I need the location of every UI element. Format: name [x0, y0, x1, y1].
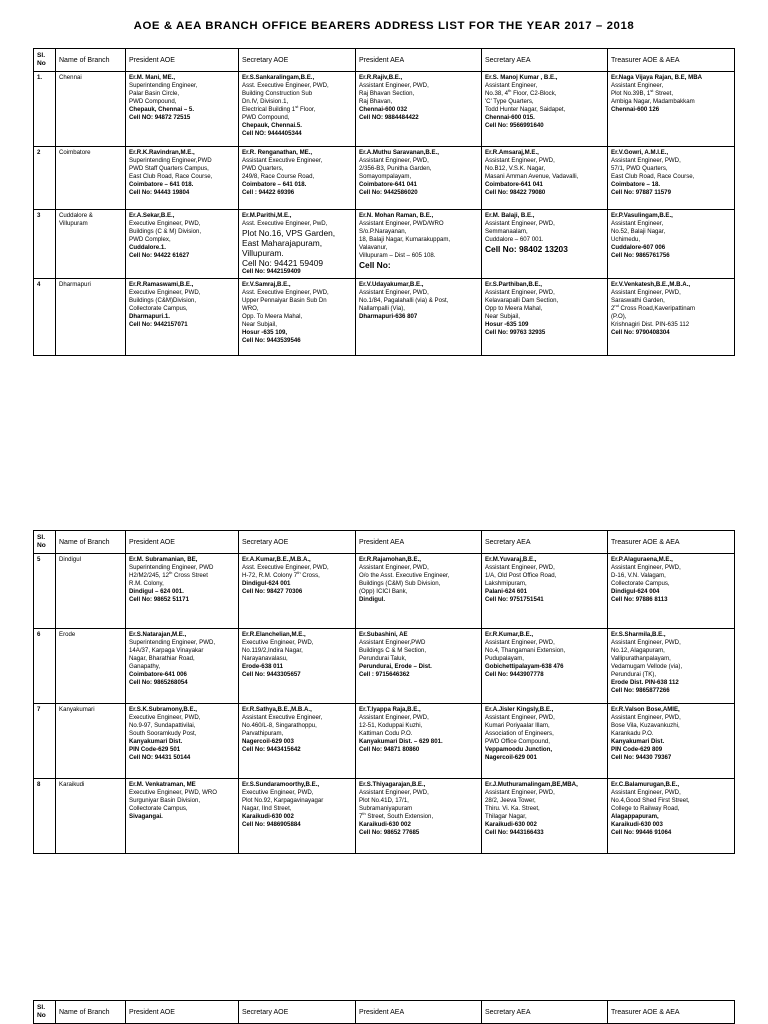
president-aea-cell: Er.S.Thiyagarajan,B.E., Assistant Engineer, PWD, Plot No.41D, 17/1, Subramaniyapuram 7th Street, South Extension, Karaikudi-630 002 Cell No: 98652 77685	[356, 779, 482, 854]
secretary-aoe-cell: Er.S.Sankaralingam,B.E., Asst. Executive Engineer, PWD, Building Construction Sub Dn.IV, Division.1, Electrical Building 1st Floor, PWD Compound, Chepauk, Chennai.5. Cell NO: 9444405344	[239, 72, 356, 147]
table-header-row	[34, 531, 735, 554]
document-title: AOE & AEA BRANCH OFFICE BEARERS ADDRESS LIST FOR THE YEAR 2017 – 2018	[133, 20, 635, 32]
table-row	[34, 554, 735, 629]
sl-no-cell: 4	[34, 279, 56, 356]
president-aoe-cell: Er.M. Mani, ME., Superintending Engineer, Palar Basin Circle, PWD Compound, Chepauk, Chennai – 5. Cell NO: 94872 72515	[126, 72, 239, 147]
header-branch: Name of Branch	[56, 531, 126, 554]
header-sl-no: Sl. No	[34, 531, 56, 554]
secretary-aoe-cell: Er.S.Sundaramoorthy,B.E., Executive Engineer, PWD, Plot No.92, Karpagavinayagar Nagar, IInd Street, Karaikudi-630 002 Cell No: 9486905884	[239, 779, 356, 854]
header-secretary-aoe: Secretary AOE	[239, 531, 356, 554]
sl-no-cell: 2	[34, 147, 56, 210]
president-aoe-cell: Er.M. Subramanian, BE, Superintending Engineer, PWD H2/M2/245, 12th Cross Street R.M. Colony, Dindigul – 624 001. Cell No: 98652 51171	[126, 554, 239, 629]
table-row	[34, 210, 735, 279]
treasurer-cell: Er.C.Balamurugan,B.E., Assistant Engineer, PWD, No.4,Good Shed First Street, College to Railway Road, Alagappapuram, Karaikudi-630 003 Cell No: 99446 91064	[608, 779, 735, 854]
branch-name-cell: Karaikudi	[56, 779, 126, 854]
branch-name-cell: Chennai	[56, 72, 126, 147]
sl-no-cell: 3	[34, 210, 56, 279]
header-secretary-aea: Secretary AEA	[482, 1001, 608, 1024]
treasurer-cell: Er.V.Venkatesh,B.E.,M.B.A., Assistant Engineer, PWD, Saraswathi Garden, 2nd Cross Road,Kaveripattinam (P.O), Krishnagiri Dist. PIN-635 112 Cell No: 9790408304	[608, 279, 735, 356]
header-secretary-aoe: Secretary AOE	[239, 1001, 356, 1024]
branch-name-cell: Dindigul	[56, 554, 126, 629]
header-president-aea: President AEA	[356, 49, 482, 72]
sl-no-cell: 8	[34, 779, 56, 854]
president-aea-cell: Er.T.Iyappa Raja,B.E., Assistant Engineer, PWD, 12-51, Koduppai Kuzhi, Kattiman Codu P.O. Kanyakumari Dist. – 629 801. Cell No: 94871 80860	[356, 704, 482, 779]
secretary-aoe-cell: Er.R. Renganathan, ME., Assistant Executive Engineer, PWD Quarters, 249/8, Race Course Road, Coimbatore – 641 018. Cell : 94422 69396	[239, 147, 356, 210]
secretary-aoe-cell: Er.A.Kumar,B.E.,M.B.A., Asst. Executive Engineer, PWD, H-72, R.M. Colony 7th Cross, Dindigul-624 001 Cell No: 98427 70306	[239, 554, 356, 629]
secretary-aea-cell: Er.S. Manoj Kumar , B.E., Assistant Engineer, No.38, 4th Floor, C2-Block, 'C' Type Quarters, Todd Hunter Nagar, Saidapet, Chennai-600 015. Cell No: 9566991640	[482, 72, 608, 147]
header-treasurer: Treasurer AOE & AEA	[608, 531, 735, 554]
header-secretary-aea: Secretary AEA	[482, 531, 608, 554]
president-aea-cell: Er.Subashini, AE Assistant Engineer,PWD Buildings C & M Section, Perundurai Taluk, Perundurai, Erode – Dist. Cell : 9715646362	[356, 629, 482, 704]
secretary-aea-cell: Er.A.Jisler Kingsly,B.E., Assistant Engineer, PWD, Kumari Poriyaalar Illam, Association of Engineers, PWD Office Compound, Veppamoodu Junction, Nagercoil-629 001	[482, 704, 608, 779]
header-president-aea: President AEA	[356, 1001, 482, 1024]
treasurer-cell: Er.Naga Vijaya Rajan, B.E, MBA Assistant Engineer, Plot No.39B, 1st Street, Ambiga Nagar, Madambakkam Chennai-600 126	[608, 72, 735, 147]
president-aea-cell: Er.N. Mohan Raman, B.E., Assistant Engineer, PWD/WRO S/o.P.Narayanan, 18, Balaji Nagar, Kumarakuppam, Valavanur, Villupuram – Dist – 605 108. Cell No:	[356, 210, 482, 279]
president-aea-cell: Er.R.Rajiv,B.E., Assistant Engineer, PWD, Raj Bhavan Section, Raj Bhavan, Chennai-600 032 Cell NO: 9884484422	[356, 72, 482, 147]
table-row	[34, 279, 735, 356]
president-aea-cell: Er.A.Muthu Saravanan,B.E., Assistant Engineer, PWD, 2/356-B3, Punitha Garden, Somayompalayam, Coimbatore-641 041 Cell No: 9442586020	[356, 147, 482, 210]
treasurer-cell: Er.V.Gowri, A.M.I.E., Assistant Engineer, PWD, 57/1, PWD Quarters, East Club Road, Race Course, Coimbatore – 18. Cell No: 97887 11579	[608, 147, 735, 210]
office-bearers-table-1	[33, 48, 735, 356]
treasurer-cell: Er.S.Sharmila,B.E., Assistant Engineer, PWD, No.12, Alagapuram, Vallipurathanpalayam, Vedamugam Vellode (via), Perundurai (TK), Erode Dist. PIN-638 112 Cell No: 9865877266	[608, 629, 735, 704]
secretary-aea-cell: Er.R.Kumar,B.E., Assistant Engineer, PWD, No.4, Thangamani Extension, Pudupalayam, Gobichettipalayam-638 476 Cell No: 9443907778	[482, 629, 608, 704]
office-bearers-table-3	[33, 1000, 735, 1024]
header-secretary-aoe: Secretary AOE	[239, 49, 356, 72]
treasurer-cell: Er.P.Alaguraena,M.E., Assistant Engineer, PWD, D-16, V.N. Valagam, Collectorate Campus, Dindigul-624 004 Cell No: 97886 8113	[608, 554, 735, 629]
table-header-row	[34, 49, 735, 72]
header-sl-no: Sl. No	[34, 49, 56, 72]
secretary-aoe-cell: Er.V.Samraj,B.E., Asst. Executive Engineer, PWD, Upper Pennaiyar Basin Sub Dn WRO, Opp. To Meera Mahal, Near Subjail, Hosur -635 109, Cell No: 9443539546	[239, 279, 356, 356]
sl-no-cell: 6	[34, 629, 56, 704]
president-aoe-cell: Er.S.Natarajan,M.E., Superintending Engineer, PWD, 14A/37, Karpaga Vinayakar Nagar, Bharathiar Road, Ganapathy, Coimbatore-641 006 Cell No: 9865268054	[126, 629, 239, 704]
secretary-aoe-cell: Er.R.Sathya,B.E.,M.B.A., Assistant Executive Engineer, No.460/L-8, Singarathoppu, Parvathipuram, Nagercoil-629 003 Cell No: 9443415642	[239, 704, 356, 779]
secretary-aoe-cell: Er.M.Parithi,M.E., Asst. Executive Engineer, PwD, Plot No.16, VPS Garden, East Maharajapuram, Villupuram. Cell No: 94421 59409 Cell No: 9442159409	[239, 210, 356, 279]
president-aoe-cell: Er.A.Sekar,B.E., Executive Engineer, PWD, Buildings (C & M) Division, PWD Complex, Cuddalore.1. Cell No: 94422 61627	[126, 210, 239, 279]
table-row	[34, 72, 735, 147]
header-president-aea: President AEA	[356, 531, 482, 554]
president-aoe-cell: Er.R.K.Ravindran,M.E., Superintending Engineer,PWD PWD Staff Quarters Campus, East Club Road, Race Course, Coimbatore – 641 018. Cell No: 94443 19804	[126, 147, 239, 210]
table-row	[34, 779, 735, 854]
president-aoe-cell: Er.R.Ramaswami,B.E., Executive Engineer, PWD, Buildings (C&M)Division, Collectorate Campus, Dharmapuri.1. Cell No: 9442157071	[126, 279, 239, 356]
branch-name-cell: Coimbatore	[56, 147, 126, 210]
branch-name-cell: Erode	[56, 629, 126, 704]
table-row	[34, 629, 735, 704]
header-branch: Name of Branch	[56, 1001, 126, 1024]
secretary-aea-cell: Er.J.Muthuramalingam,BE,MBA, Assistant Engineer, PWD, 28/2, Jeeva Tower, Thiru. Vi. Ka. Street, Thilagar Nagar, Karaikudi-630 002 Cell No: 9443166433	[482, 779, 608, 854]
secretary-aea-cell: Er.R.Amsaraj,M.E., Assistant Engineer, PWD, No.B12, V.S.K. Nagar, Masani Amman Avenue, Vadavalli, Coimbatore-641 041 Cell No: 98422 79080	[482, 147, 608, 210]
secretary-aea-cell: Er.M. Balaji, B.E., Assistant Engineer, PWD, Semmanaalam, Cuddalore – 607 001. Cell No: 98402 13203	[482, 210, 608, 279]
treasurer-cell: Er.R.Valson Bose,AMIE, Assistant Engineer, PWD, Bose Vila, Kuzavankuzhi, Karankadu P.O. Kanyakumari Dist. PIN Code-629 809 Cell No: 94430 79367	[608, 704, 735, 779]
sl-no-cell: 5	[34, 554, 56, 629]
table-row	[34, 147, 735, 210]
header-secretary-aea: Secretary AEA	[482, 49, 608, 72]
header-president-aoe: President AOE	[126, 531, 239, 554]
office-bearers-table-2	[33, 530, 735, 854]
header-president-aoe: President AOE	[126, 49, 239, 72]
sl-no-cell: 1.	[34, 72, 56, 147]
header-president-aoe: President AOE	[126, 1001, 239, 1024]
branch-name-cell: Dharmapuri	[56, 279, 126, 356]
header-sl-no: Sl. No	[34, 1001, 56, 1024]
president-aoe-cell: Er.S.K.Subramony,B.E., Executive Engineer, PWD, No.9-97, Sundapattivilai, South Sooramkudy Post, Kanyakumari Dist. PIN Code-629 501 Cell NO: 94431 50144	[126, 704, 239, 779]
secretary-aoe-cell: Er.R.Elanchelian,M.E., Executive Engineer, PWD, No.119/2,Indira Nagar, Narayanavalasu, Erode-638 011 Cell No: 9443305657	[239, 629, 356, 704]
header-branch: Name of Branch	[56, 49, 126, 72]
president-aea-cell: Er.R.Rajamohan,B.E., Assistant Engineer, PWD, O/o the Asst. Executive Engineer, Buildings (C&M) Sub Division, (Opp) ICICI Bank, Dindigul.	[356, 554, 482, 629]
branch-name-cell: Cuddalore & Villupuram	[56, 210, 126, 279]
treasurer-cell: Er.P.Vasulingam,B.E., Assistant Engineer, No.52, Balaji Nagar, Uchimedu, Cuddalore-607 006 Cell No: 9865761756	[608, 210, 735, 279]
president-aoe-cell: Er.M. Venkatraman, ME Executive Engineer, PWD, WRO Surguniyar Basin Division, Collectorate Campus, Sivagangai.	[126, 779, 239, 854]
header-treasurer: Treasurer AOE & AEA	[608, 1001, 735, 1024]
branch-name-cell: Kanyakumari	[56, 704, 126, 779]
header-treasurer: Treasurer AOE & AEA	[608, 49, 735, 72]
president-aea-cell: Er.V.Udayakumar,B.E., Assistant Engineer, PWD, No.1/84, Pagalahalli (via) & Post, Nallampalli (Via), Dharmapuri-636 807	[356, 279, 482, 356]
secretary-aea-cell: Er.S.Parthiban,B.E., Assistant Engineer, PWD, Kelavarapalli Dam Section, Opp to Meera Mahal, Near Subjail, Hosur -635 109 Cell No: 99763 32935	[482, 279, 608, 356]
table-row	[34, 704, 735, 779]
secretary-aea-cell: Er.M.Yuvaraj,B.E., Assistant Engineer, PWD, 1/A, Old Post Office Road, Lakshmipuram, Palani-624 601 Cell No: 9751751541	[482, 554, 608, 629]
sl-no-cell: 7	[34, 704, 56, 779]
table-header-row	[34, 1001, 735, 1024]
